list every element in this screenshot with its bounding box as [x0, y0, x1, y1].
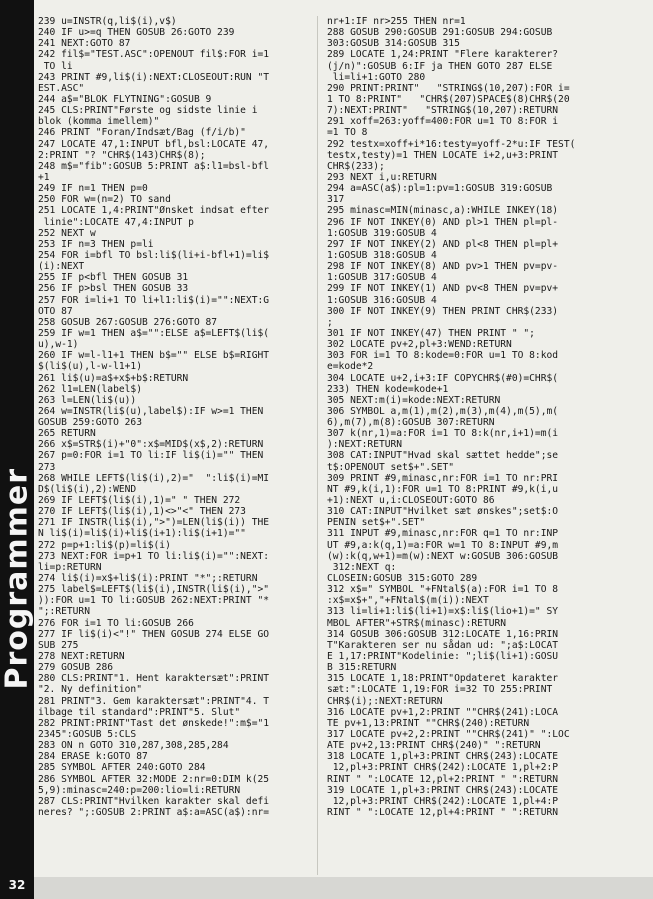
- code-line: (w):k(q,w+1)=m(w):NEXT w:GOSUB 306:GOSUB: [327, 550, 559, 562]
- code-line: ATE pv+2,13:PRINT CHR$(240)" ":RETURN: [327, 740, 541, 752]
- code-line: 302 LOCATE pv+2,pl+3:WEND:RETURN: [327, 339, 512, 351]
- code-line: 265 RETURN: [38, 428, 96, 440]
- code-line: 311 INPUT #9,minasc,nr:FOR q=1 TO nr:INP: [327, 528, 559, 540]
- code-line: (i):NEXT: [38, 261, 85, 273]
- code-line: 5,9):minasc=240:p=200:lio=li:RETURN: [38, 784, 241, 796]
- code-line: 240 IF u>=q THEN GOSUB 26:GOTO 239: [38, 27, 235, 39]
- code-line: RINT " ":LOCATE 12,pl+2:PRINT " ":RETURN: [327, 773, 559, 785]
- code-line: 255 IF p<bfl THEN GOSUB 31: [38, 272, 189, 284]
- code-line: +1):NEXT u,i:CLOSEOUT:GOTO 86: [327, 495, 495, 507]
- code-line: 6),m(7),m(8):GOSUB 307:RETURN: [327, 417, 495, 429]
- code-line: 274 li$(i)=x$+li$(i):PRINT "*";:RETURN: [38, 573, 258, 585]
- code-line: TO li: [38, 60, 73, 72]
- code-line: 319 LOCATE 1,pl+3:PRINT CHR$(243):LOCATE: [327, 784, 559, 796]
- code-line: 249 IF n=1 THEN p=0: [38, 183, 148, 195]
- code-line: 304 LOCATE u+2,i+3:IF COPYCHR$(#0)=CHR$(: [327, 372, 559, 384]
- code-line: ):NEXT:RETURN: [327, 439, 403, 451]
- code-line: 291 xoff=263:yoff=400:FOR u=1 TO 8:FOR i: [327, 116, 559, 128]
- code-line: 12,pl+3:PRINT CHR$(242):LOCATE 1,pl+2:P: [327, 762, 559, 774]
- code-line: 241 NEXT:GOTO 87: [38, 38, 131, 50]
- code-line: li=li+1:GOTO 280: [327, 71, 426, 83]
- code-line: 250 FOR w=(n=2) TO sand: [38, 194, 171, 206]
- code-line: 247 LOCATE 47,1:INPUT bfl,bsl:LOCATE 47,: [38, 138, 270, 150]
- code-listing-left-column: [38, 16, 310, 875]
- code-line: 2345":GOSUB 5:CLS: [38, 729, 137, 740]
- code-line: 300 IF NOT INKEY(9) THEN PRINT CHR$(233): [327, 305, 559, 317]
- code-line: 1:GOSUB 319:GOSUB 4: [327, 227, 437, 239]
- page-bottom-margin: [34, 877, 653, 899]
- code-line: 233) THEN kode=kode+1: [327, 383, 449, 395]
- code-line: 263 l=LEN(li$(u)): [38, 394, 137, 406]
- code-line: PENIN set$+".SET": [327, 517, 426, 529]
- code-line: 284 ERASE k:GOTO 87: [38, 751, 148, 763]
- code-line: blok (komma imellem)": [38, 116, 160, 128]
- code-line: 244 a$="BLOK FLYTNING":GOSUB 9: [38, 93, 212, 105]
- code-line: 282 PRINT:PRINT"Tast det ønskede!":m$="1: [38, 717, 270, 729]
- code-line: :x$=x$+","+FNtal$(m(i)):NEXT: [327, 595, 489, 607]
- code-line: 269 IF LEFT$(li$(i),1)=" " THEN 272: [38, 495, 241, 507]
- code-line: linie":LOCATE 47,4:INPUT p: [38, 216, 194, 228]
- code-line: CHR$(i);:NEXT:RETURN: [327, 695, 443, 707]
- code-line: "2. Ny definition": [38, 684, 142, 696]
- code-line: 280 CLS:PRINT"1. Hent karaktersæt":PRINT: [38, 673, 270, 685]
- code-line: 287 CLS:PRINT"Hvilken karakter skal defi: [38, 795, 270, 807]
- code-line: 251 LOCATE 1,4:PRINT"Ønsket indsat efter: [38, 205, 270, 217]
- code-line: neres? ";:GOSUB 2:PRINT a$:a=ASC(a$):nr=: [38, 806, 270, 818]
- code-line: 299 IF NOT INKEY(1) AND pv<8 THEN pv=pv+: [327, 283, 559, 295]
- code-line: 261 li$(u)=a$+x$+b$:RETURN: [38, 372, 189, 384]
- code-line: 298 IF NOT INKEY(8) AND pv>1 THEN pv=pv-: [327, 261, 559, 273]
- code-line: CHR$(233);: [327, 160, 385, 172]
- code-line: UT #9,a:k(q,1)=a:FOR w=1 TO 8:INPUT #9,m: [327, 539, 559, 551]
- code-line: 314 GOSUB 306:GOSUB 312:LOCATE 1,16:PRIN: [327, 628, 559, 640]
- code-line: 273 NEXT:FOR i=p+1 TO li:li$(i)="":NEXT:: [38, 550, 270, 562]
- code-line: 303 FOR i=1 TO 8:kode=0:FOR u=1 TO 8:kod: [327, 350, 559, 362]
- code-line: 289 LOCATE 1,24:PRINT "Flere karakterer?: [327, 49, 559, 61]
- column-divider: [317, 16, 318, 875]
- code-line: 253 IF n=3 THEN p=li: [38, 238, 154, 250]
- code-line: OTO 87: [38, 305, 73, 317]
- code-line: 318 LOCATE 1,pl+3:PRINT CHR$(243):LOCATE: [327, 751, 559, 763]
- code-line: 310 CAT:INPUT"Hvilket sæt ønskes";set$:O: [327, 506, 559, 518]
- code-line: 293 NEXT i,u:RETURN: [327, 171, 437, 183]
- code-line: ;: [327, 316, 333, 328]
- code-line: 275 label$=LEFT$(li$(i),INSTR(li$(i),">": [38, 584, 270, 596]
- code-line: 316 LOCATE pv+1,2:PRINT ""CHR$(241):LOCA: [327, 706, 559, 718]
- code-line: e=kode*2: [327, 361, 374, 373]
- code-line: 295 minasc=MIN(minasc,a):WHILE INKEY(18): [327, 205, 559, 217]
- code-line: 286 SYMBOL AFTER 32:MODE 2:nr=0:DIM k(25: [38, 773, 270, 785]
- code-line: 273: [38, 461, 56, 473]
- code-line: nr+1:IF nr>255 THEN nr=1: [327, 16, 466, 27]
- code-line: 309 PRINT #9,minasc,nr:FOR i=1 TO nr:PRI: [327, 472, 559, 484]
- code-line: 243 PRINT #9,li$(i):NEXT:CLOSEOUT:RUN "T: [38, 71, 270, 83]
- code-line: CLOSEIN:GOSUB 315:GOTO 289: [327, 573, 478, 585]
- code-line: 296 IF NOT INKEY(0) AND pl>1 THEN pl=pl-: [327, 216, 559, 228]
- code-line: 276 FOR i=1 TO li:GOSUB 266: [38, 617, 194, 629]
- code-line: N li$(i)=li$(i)+li$(i+1):li$(i+1)="": [38, 528, 246, 540]
- code-line: ";:RETURN: [38, 606, 90, 618]
- code-line: T"Karakteren ser nu sådan ud: ";a$:LOCAT: [327, 639, 559, 651]
- code-line: 239 u=INSTR(q,li$(i),v$): [38, 16, 177, 27]
- code-line: 271 IF INSTR(li$(i),">")=LEN(li$(i)) THE: [38, 517, 270, 529]
- section-title: Programmer: [0, 467, 35, 690]
- code-line: MBOL AFTER"+STR$(minasc):RETURN: [327, 617, 507, 629]
- code-line: 292 testx=xoff+i*16:testy=yoff-2*u:IF TEST(: [327, 138, 576, 150]
- code-line: 252 NEXT w: [38, 227, 96, 239]
- code-line: TE pv+1,13:PRINT ""CHR$(240):RETURN: [327, 717, 530, 729]
- code-line: 264 w=INSTR(li$(u),label$):IF w>=1 THEN: [38, 405, 264, 417]
- code-line: t$:OPENOUT set$+".SET": [327, 461, 455, 473]
- code-line: 294 a=ASC(a$):pl=1:pv=1:GOSUB 319:GOSUB: [327, 183, 553, 195]
- code-line: 312:NEXT q:: [327, 561, 397, 573]
- code-line: 268 WHILE LEFT$(li$(i),2)=" ":li$(i)=MI: [38, 472, 270, 484]
- code-line: 272 p=p+1:li$(p)=li$(i): [38, 539, 171, 551]
- code-line: 270 IF LEFT$(li$(i),1)<>"<" THEN 273: [38, 506, 246, 518]
- code-line: 315 LOCATE 1,18:PRINT"Opdateret karakter: [327, 673, 559, 685]
- code-line: testx,testy)=1 THEN LOCATE i+2,u+3:PRINT: [327, 149, 559, 161]
- code-line: 285 SYMBOL AFTER 240:GOTO 284: [38, 762, 206, 774]
- code-line: +1: [38, 171, 50, 183]
- code-line: NT #9,k(i,1):FOR u=1 TO 8:PRINT #9,k(i,u: [327, 483, 559, 495]
- code-line: 245 CLS:PRINT"Første og sidste linie i: [38, 105, 258, 117]
- code-line: 305 NEXT:m(i)=kode:NEXT:RETURN: [327, 394, 501, 406]
- code-line: $(li$(u),l-w-l1+1): [38, 361, 142, 373]
- code-line: E 1,17:PRINT"Kodelinie: ";li$(li+1):GOSU: [327, 651, 559, 663]
- code-line: li=p:RETURN: [38, 561, 102, 573]
- code-line: 267 p=0:FOR i=1 TO li:IF li$(i)="" THEN: [38, 450, 264, 462]
- code-line: 317: [327, 194, 345, 206]
- code-line: 248 m$="fib":GOSUB 5:PRINT a$:l1=bsl-bfl: [38, 160, 270, 172]
- code-line: 307 k(nr,1)=a:FOR i=1 TO 8:k(nr,i+1)=m(i: [327, 428, 559, 440]
- code-line: 281 PRINT"3. Gem karaktersæt":PRINT"4. T: [38, 695, 270, 707]
- code-line: 260 IF w=l-l1+1 THEN b$="" ELSE b$=RIGHT: [38, 350, 270, 362]
- code-line: 1:GOSUB 316:GOSUB 4: [327, 294, 437, 306]
- code-line: 12,pl+3:PRINT CHR$(242):LOCATE 1,pl+4:P: [327, 795, 559, 807]
- code-line: 290 PRINT:PRINT" "STRING$(10,207):FOR i=: [327, 82, 570, 94]
- section-sidebar: [0, 0, 34, 899]
- code-line: 303:GOSUB 314:GOSUB 315: [327, 38, 460, 50]
- code-line: 242 fil$="TEST.ASC":OPENOUT fil$:FOR i=1: [38, 49, 270, 61]
- code-line: 1:GOSUB 317:GOSUB 4: [327, 272, 437, 284]
- code-line: SUB 275: [38, 639, 79, 651]
- code-line: 256 IF p>bsl THEN GOSUB 33: [38, 283, 189, 295]
- code-line: EST.ASC": [38, 82, 85, 94]
- code-line: RINT " ":LOCATE 12,pl+4:PRINT " ":RETURN: [327, 806, 559, 818]
- code-line: 312 x$=" SYMBOL "+FNtal$(a):FOR i=1 TO 8: [327, 584, 559, 596]
- code-line: 258 GOSUB 267:GOSUB 276:GOTO 87: [38, 316, 218, 328]
- code-line: 313 li=li+1:li$(li+1)=x$:li$(lio+1)=" SY: [327, 606, 559, 618]
- code-line: 2:PRINT "? "CHR$(143)CHR$(8);: [38, 149, 206, 161]
- code-line: 283 ON n GOTO 310,287,308,285,284: [38, 740, 229, 752]
- code-line: 308 CAT:INPUT"Hvad skal sættet hedde";se: [327, 450, 559, 462]
- code-line: ilbage til standard":PRINT"5. Slut": [38, 706, 241, 718]
- code-line: D$(li$(i),2):WEND: [38, 483, 137, 495]
- code-line: 317 LOCATE pv+2,2:PRINT ""CHR$(241)" ":LOC: [327, 729, 570, 740]
- code-line: 262 l1=LEN(label$): [38, 383, 142, 395]
- code-line: 254 FOR i=bfl TO bsl:li$(li+i-bfl+1)=li$: [38, 249, 270, 261]
- code-line: u),w-1): [38, 339, 79, 351]
- code-line: 259 IF w=1 THEN a$="":ELSE a$=LEFT$(li$(: [38, 327, 270, 339]
- code-line: 257 FOR i=li+1 TO li+l1:li$(i)="":NEXT:G: [38, 294, 270, 306]
- code-line: 246 PRINT "Foran/Indsæt/Bag (f/i/b)": [38, 127, 246, 139]
- code-line: sæt:":LOCATE 1,19:FOR i=32 TO 255:PRINT: [327, 684, 553, 696]
- page-number: 32: [8, 878, 26, 892]
- code-line: 266 x$=STR$(i)+"0":x$=MID$(x$,2):RETURN: [38, 439, 264, 451]
- code-listing-right-column: [327, 16, 635, 875]
- code-line: 301 IF NOT INKEY(47) THEN PRINT " ";: [327, 327, 535, 339]
- code-line: 306 SYMBOL a,m(1),m(2),m(3),m(4),m(5),m(: [327, 405, 559, 417]
- code-line: )):FOR u=1 TO li:GOSUB 262:NEXT:PRINT "*: [38, 595, 270, 607]
- code-line: B 315:RETURN: [327, 662, 397, 674]
- code-line: 279 GOSUB 286: [38, 662, 114, 674]
- code-line: 1:GOSUB 318:GOSUB 4: [327, 249, 437, 261]
- code-line: 288 GOSUB 290:GOSUB 291:GOSUB 294:GOSUB: [327, 27, 553, 39]
- code-line: =1 TO 8: [327, 127, 368, 139]
- code-line: GOSUB 259:GOTO 263: [38, 417, 142, 429]
- code-line: 278 NEXT:RETURN: [38, 651, 125, 663]
- code-line: 7):NEXT:PRINT" "STRING$(10,207):RETURN: [327, 105, 559, 117]
- code-line: 1 TO 8:PRINT" "CHR$(207)SPACE$(8)CHR$(20: [327, 93, 570, 105]
- code-line: 297 IF NOT INKEY(2) AND pl<8 THEN pl=pl+: [327, 238, 559, 250]
- code-line: 277 IF li$(i)<"!" THEN GOSUB 274 ELSE GO: [38, 628, 270, 640]
- code-line: (j/n)":GOSUB 6:IF ja THEN GOTO 287 ELSE: [327, 60, 553, 72]
